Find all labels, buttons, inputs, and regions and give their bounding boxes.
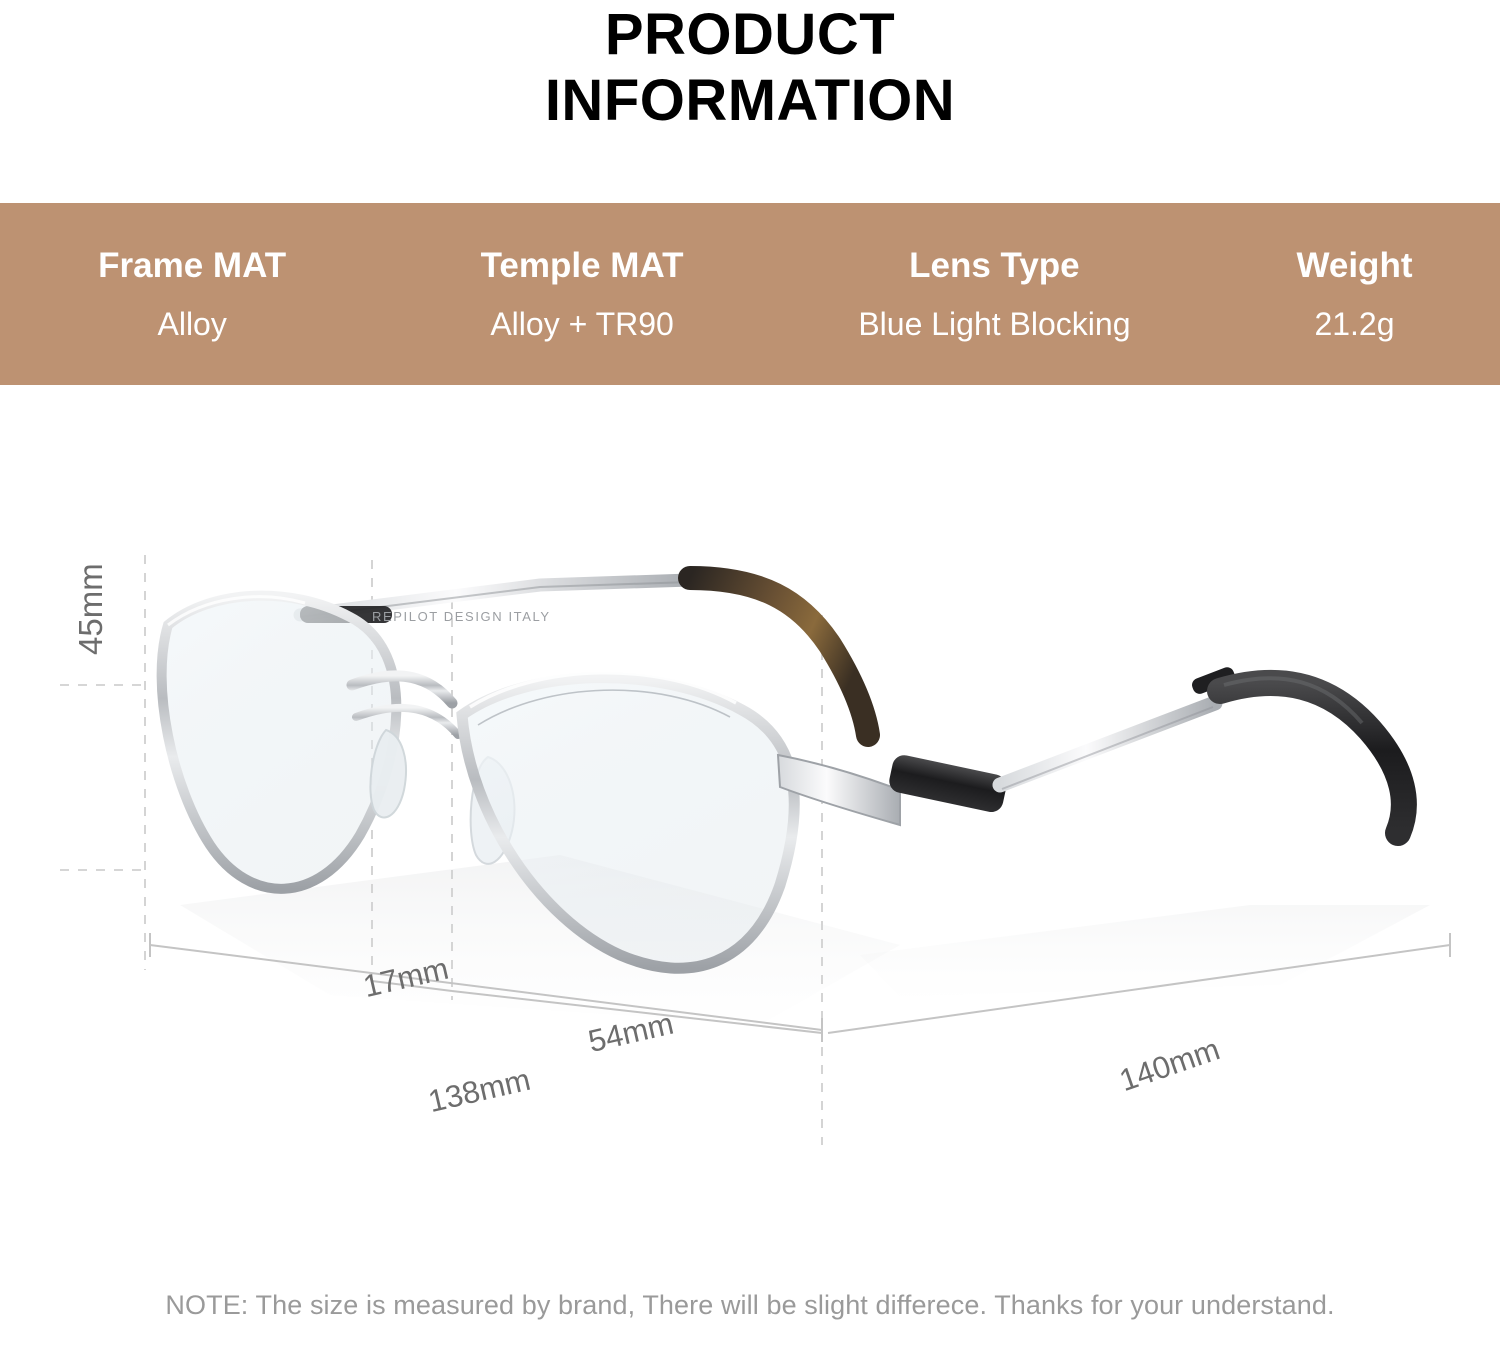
spec-label: Weight	[1296, 246, 1413, 285]
spec-label: Lens Type	[909, 246, 1080, 285]
dimension-label-lens-width: 54mm	[585, 1005, 677, 1060]
page-title-line-1: PRODUCT	[604, 2, 896, 67]
specification-band	[0, 203, 1500, 385]
spec-value: Alloy	[157, 306, 227, 342]
eyeglasses-diagram	[0, 385, 1500, 1265]
page-title-line-2: INFORMATION	[544, 68, 956, 133]
spec-value: 21.2g	[1314, 306, 1395, 342]
dimension-label-bridge-width: 17mm	[360, 950, 452, 1005]
dimension-label-lens-height: 45mm	[72, 563, 109, 655]
dimension-label-temple-length: 140mm	[1115, 1031, 1225, 1099]
page-title	[0, 0, 1500, 134]
back-lens	[162, 596, 397, 889]
hinge-endpiece	[778, 753, 1008, 825]
dimension-label-frame-width: 138mm	[425, 1061, 534, 1120]
front-temple-arm	[1000, 665, 1404, 833]
spec-value: Blue Light Blocking	[858, 306, 1131, 342]
spec-column-temple-mat	[384, 244, 780, 344]
spec-column-lens-type	[780, 244, 1209, 344]
spec-value: Alloy + TR90	[490, 306, 674, 342]
spec-label: Temple MAT	[480, 246, 684, 285]
spec-column-frame-mat	[0, 244, 384, 344]
spec-column-weight	[1209, 244, 1500, 344]
footer-note: NOTE: The size is measured by brand, There will be slight differece. Thanks for your understand.	[165, 1290, 1335, 1320]
spec-label: Frame MAT	[98, 246, 287, 285]
temple-engraving: REPILOT DESIGN ITALY	[372, 609, 551, 624]
drop-shadow-right	[860, 905, 1430, 997]
product-image-area	[0, 385, 1500, 1265]
